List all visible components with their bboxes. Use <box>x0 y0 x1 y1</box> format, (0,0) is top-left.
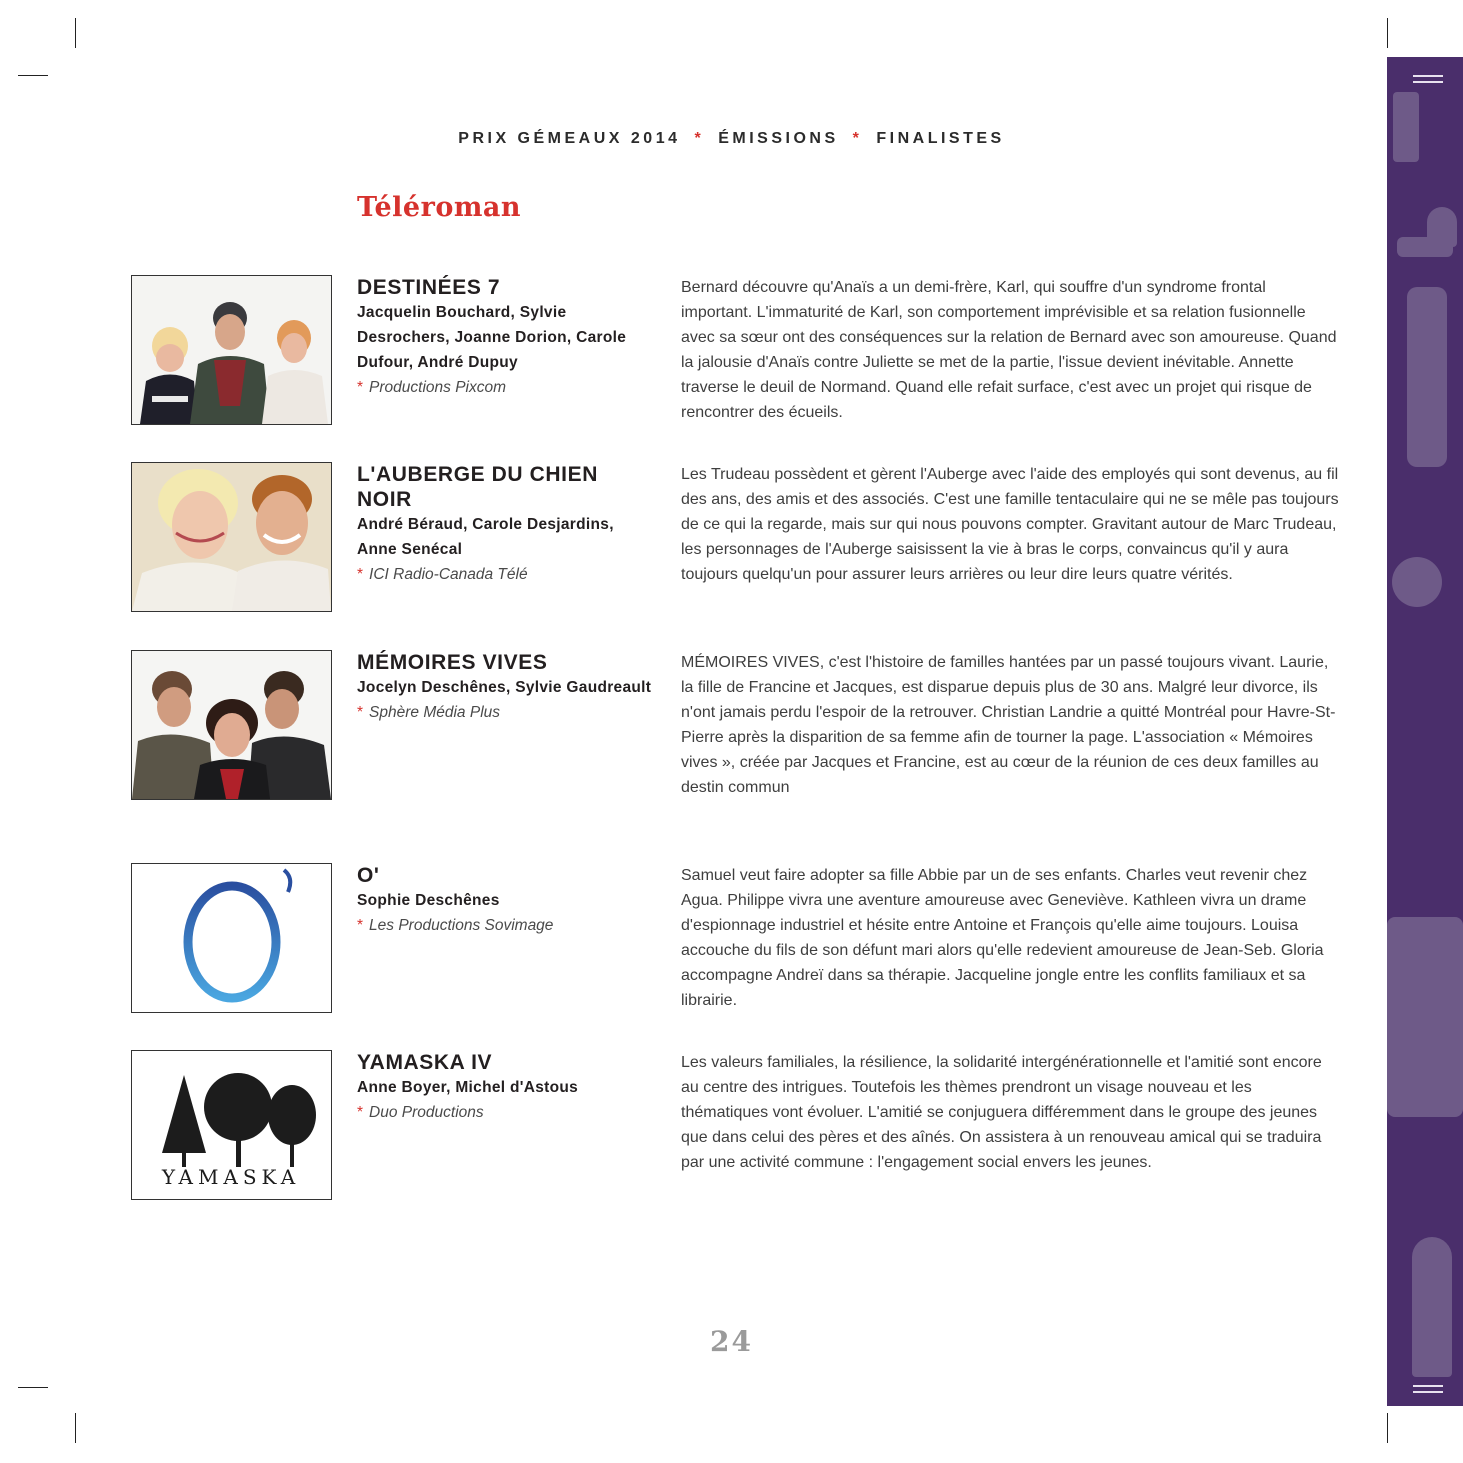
logo-wordmark: YAMASKA <box>161 1165 301 1189</box>
header-category: ÉMISSIONS <box>718 130 839 147</box>
producer-name: Les Productions Sovimage <box>369 917 554 934</box>
header-separator: * <box>694 130 705 147</box>
bullet-star: * <box>357 704 364 721</box>
header-status: FINALISTES <box>876 130 1005 147</box>
show-description: Les valeurs familiales, la résilience, la solidarité intergénérationnelle et l'amitié sont encore au centre des intrigues. Toutefois les thèmes prendront un visage nouveau et les thématiques vont évoluer. L'amitié se conjuguera différemment dans le groupe des jeunes que dans celui des pères et des aînés. On assistera à un renouveau amical qui se traduira par une activité commune : l'engagement social envers les jeunes. <box>681 1054 1322 1171</box>
show-title: MÉMOIRES VIVES <box>357 651 548 674</box>
show-credits: Anne Boyer, Michel d'Astous <box>357 1079 579 1096</box>
page-number: 24 <box>710 1325 753 1358</box>
show-description: Les Trudeau possèdent et gèrent l'Auberge avec l'aide des employés qui sont devenus, au fil des ans, des amis et des associés. C'est une famille tentaculaire qui ne se mêle pas toujours de ce qui la regarde, mais sur qui nous pouvons compter. Gravitant autour de Marc Trudeau, les personnages de l'Auberge saisissent la vie à bras le corps, convaincus qu'il y aura toujours quelqu'un pour assurer leurs arrières ou leur dire leurs quatre vérités. <box>681 466 1339 583</box>
band-rule <box>1413 1385 1443 1387</box>
crop-mark <box>1387 18 1388 48</box>
show-producer <box>357 562 657 587</box>
side-decorative-band <box>1387 57 1463 1406</box>
show-photo <box>131 462 332 612</box>
show-photo <box>131 650 332 800</box>
show-producer <box>357 913 657 938</box>
show-credits: Jacquelin Bouchard, Sylvie Desrochers, Joanne Dorion, Carole Dufour, André Dupuy <box>357 304 627 371</box>
show-credits: Jocelyn Deschênes, Sylvie Gaudreault <box>357 679 652 696</box>
crop-mark <box>75 18 76 48</box>
producer-name: Sphère Média Plus <box>369 704 501 721</box>
bullet-star: * <box>357 1104 364 1121</box>
producer-name: Duo Productions <box>369 1104 484 1121</box>
producer-name: ICI Radio-Canada Télé <box>369 566 528 583</box>
show-title: L'AUBERGE DU CHIEN NOIR <box>357 463 598 511</box>
show-logo <box>131 863 332 1013</box>
show-credits: André Béraud, Carole Desjardins, Anne Senécal <box>357 516 614 558</box>
show-producer <box>357 700 657 725</box>
band-silhouette <box>1392 557 1442 607</box>
crop-mark <box>75 1413 76 1443</box>
crop-mark <box>1387 1413 1388 1443</box>
show-description: Bernard découvre qu'Anaïs a un demi-frère, Karl, qui souffre d'un syndrome frontal important. L'immaturité de Karl, son comportement imprévisible et sa relation fusionnelle avec sa sœur ont des conséquences sur la relation de Bernard avec son amoureuse. Quand la jalousie d'Anaïs contre Juliette se met de la partie, l'issue devient inévitable. Annette traverse le deuil de Normand. Quand elle refait surface, c'est avec un projet qui risque de rencontrer des écueils. <box>681 279 1337 421</box>
bullet-star: * <box>357 917 364 934</box>
producer-name: Productions Pixcom <box>369 379 507 396</box>
show-description: MÉMOIRES VIVES, c'est l'histoire de familles hantées par un passé toujours vivant. Laurie, la fille de Francine et Jacques, est disparue depuis plus de 30 ans. Malgré leur divorce, ils n'ont jamais perdu l'espoir de la retrouver. Christian Landrie a quitté Montréal pour Havre-St-Pierre après la disparition de sa femme afin de tourner la page. L'association « Mémoires vives », créée par Jacques et Francine, est au cœur de la réunion de ces deux familles au destin commun <box>681 654 1336 796</box>
show-title: O' <box>357 864 380 887</box>
show-logo <box>131 1050 332 1200</box>
band-silhouette <box>1397 237 1453 257</box>
header-title: PRIX GÉMEAUX 2014 <box>458 130 681 147</box>
show-credits: Sophie Deschênes <box>357 892 500 909</box>
header-separator: * <box>852 130 863 147</box>
band-silhouette <box>1387 917 1463 1117</box>
show-photo <box>131 275 332 425</box>
running-header <box>0 130 1463 148</box>
section-title: Téléroman <box>357 192 522 223</box>
bullet-star: * <box>357 379 364 396</box>
crop-mark <box>18 75 48 76</box>
show-title: YAMASKA IV <box>357 1051 493 1074</box>
show-producer <box>357 1100 657 1125</box>
band-rule <box>1413 1391 1443 1393</box>
band-rule <box>1413 75 1443 77</box>
show-description: Samuel veut faire adopter sa fille Abbie par un de ses enfants. Charles veut revenir chez Agua. Philippe vivra une aventure amoureuse avec Geneviève. Kathleen vivra un drame d'espionnage industriel et hésite entre Antoine et François qu'elle aime toujours. Louisa accouche du fils de son défunt mari alors qu'elle redevient amoureuse de Jean-Seb. Gloria accompagne Andreï dans sa thérapie. Jacqueline jongle entre les conflits familiaux et sa librairie. <box>681 867 1324 1009</box>
band-silhouette <box>1407 287 1447 467</box>
show-title: DESTINÉES 7 <box>357 276 501 299</box>
bullet-star: * <box>357 566 364 583</box>
band-rule <box>1413 81 1443 83</box>
show-producer <box>357 375 657 400</box>
band-silhouette <box>1393 92 1419 162</box>
crop-mark <box>18 1387 48 1388</box>
